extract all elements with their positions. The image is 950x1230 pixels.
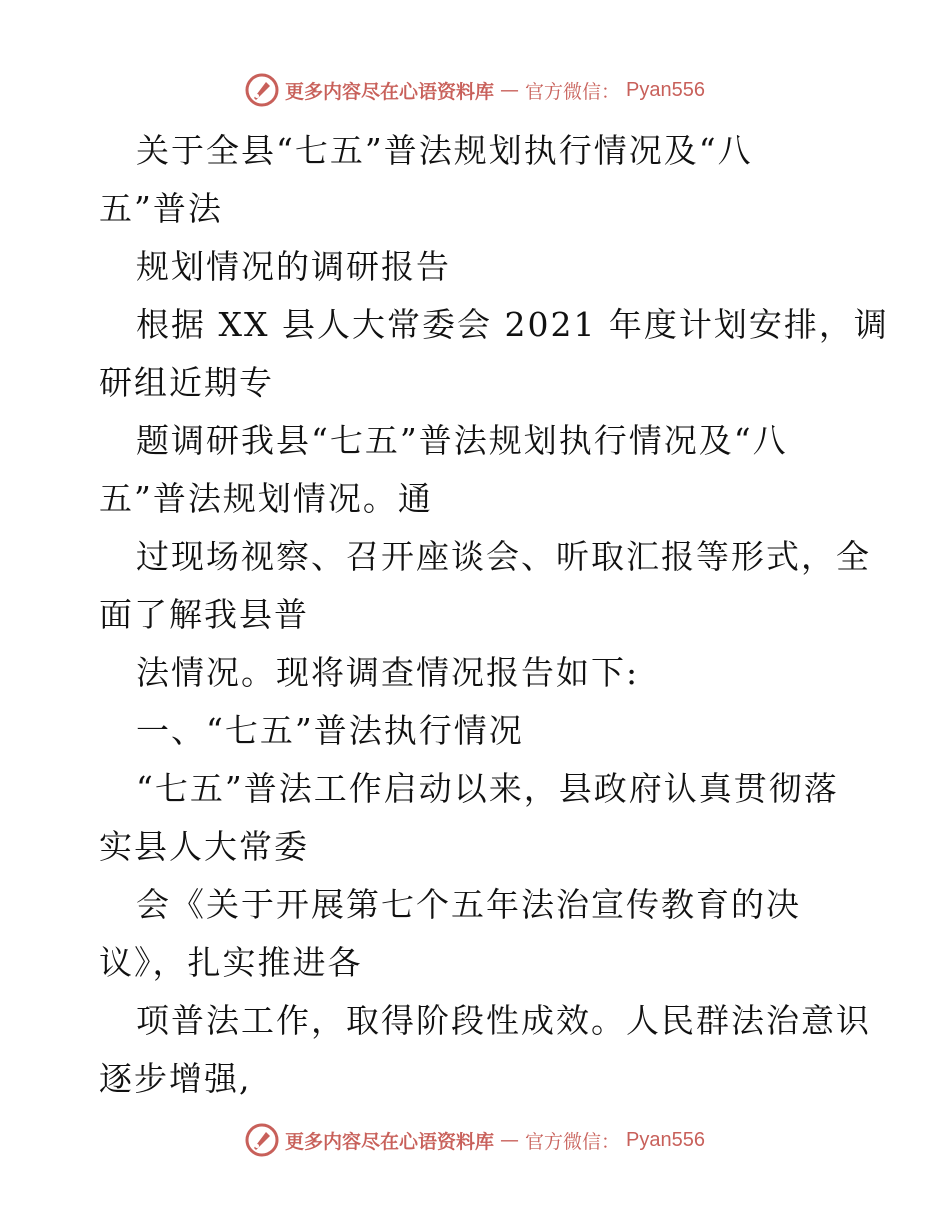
watermark-label: 官方微信： <box>525 80 621 103</box>
doc-line: 面了解我县普 <box>99 595 309 634</box>
doc-line: 关于全县“七五”普法规划执行情况及“八 <box>136 131 753 170</box>
doc-line: 过现场视察、召开座谈会、听取汇报等形式，全 <box>136 537 871 576</box>
doc-line: 逐步增强, <box>99 1059 252 1098</box>
watermark-id: Pyan556 <box>626 1128 705 1151</box>
watermark-separator: — <box>500 1129 520 1151</box>
doc-line: 会《关于开展第七个五年法治宣传教育的决 <box>136 885 801 924</box>
watermark-separator: — <box>500 79 520 101</box>
footer-watermark <box>0 1120 950 1160</box>
pen-nib-logo-icon <box>245 73 279 107</box>
doc-line: “七五”普法工作启动以来，县政府认真贯彻落 <box>136 769 839 808</box>
watermark-text: 更多内容尽在心语资料库 <box>285 1130 495 1153</box>
doc-line: 规划情况的调研报告 <box>136 247 451 286</box>
doc-line: 实县人大常委 <box>99 827 309 866</box>
pen-nib-logo-icon <box>245 1123 279 1157</box>
watermark-id: Pyan556 <box>626 78 705 101</box>
doc-line: 项普法工作，取得阶段性成效。人民群法治意识 <box>136 1001 871 1040</box>
doc-line: 法情况。现将调查情况报告如下: <box>136 653 640 692</box>
watermark-text: 更多内容尽在心语资料库 <box>285 80 495 103</box>
doc-line: 根据 XX 县人大常委会 2021 年度计划安排，调 <box>136 305 889 344</box>
document-body <box>99 122 889 1108</box>
doc-line: 五”普法规划情况。通 <box>99 479 433 518</box>
doc-line: 五”普法 <box>99 189 223 228</box>
section-heading: 一、“七五”普法执行情况 <box>136 711 524 750</box>
doc-line: 议》，扎实推进各 <box>99 943 363 982</box>
header-watermark <box>0 70 950 110</box>
watermark-label: 官方微信： <box>525 1130 621 1153</box>
doc-line: 研组近期专 <box>99 363 274 402</box>
doc-line: 题调研我县“七五”普法规划执行情况及“八 <box>136 421 788 460</box>
